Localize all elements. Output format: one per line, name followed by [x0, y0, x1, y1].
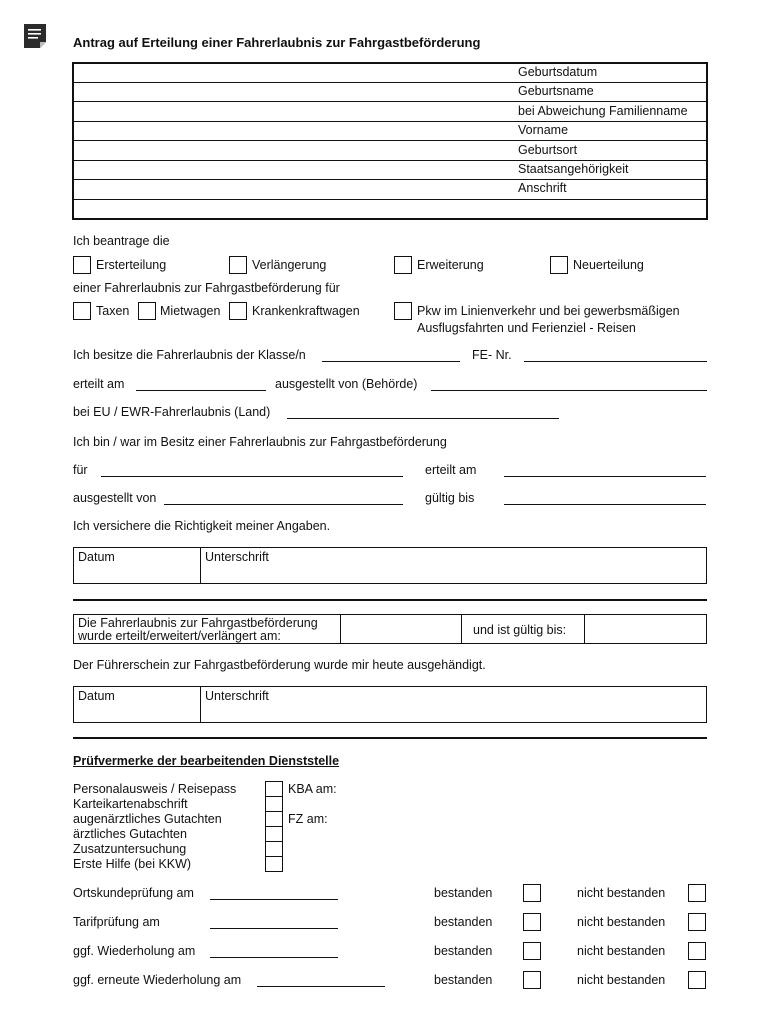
label-krankenkraftwagen: Krankenkraftwagen: [252, 304, 360, 318]
granted-line-1: Die Fahrerlaubnis zur Fahrgastbeförderung: [78, 616, 318, 630]
field-vorname[interactable]: Vorname: [518, 123, 569, 137]
signature-box-2: [73, 686, 707, 723]
previous-license-label: Ich bin / war im Besitz einer Fahrerlaubnis zur Fahrgastbeförderung: [73, 435, 447, 449]
signature-box-1: [73, 547, 707, 584]
prev-valid-until-label: gültig bis: [425, 491, 475, 505]
document-icon: [24, 24, 46, 48]
checkbox-mietwagen[interactable]: [138, 302, 156, 320]
label-verlaengerung: Verlängerung: [252, 258, 327, 272]
exam-row-3-passed: bestanden: [434, 944, 493, 958]
exam-row-4-failed-checkbox[interactable]: [688, 971, 706, 989]
eu-license-input[interactable]: [287, 418, 559, 419]
prev-issued-on-input[interactable]: [504, 476, 706, 477]
checkbox-verlaengerung[interactable]: [229, 256, 247, 274]
checkbox-erweiterung[interactable]: [394, 256, 412, 274]
exam-row-4-failed: nicht bestanden: [577, 973, 666, 987]
check-item-2: Karteikartenabschrift: [73, 797, 188, 811]
sign1-signature-label: Unterschrift: [205, 550, 269, 564]
exam-row-3-input[interactable]: [210, 957, 338, 958]
exam-row-1-input[interactable]: [210, 899, 338, 900]
granted-box: [73, 614, 707, 644]
checkbox-aerztlich[interactable]: [265, 826, 283, 842]
exam-row-4-passed-checkbox[interactable]: [523, 971, 541, 989]
divider-1: [73, 599, 707, 601]
license-class-label: Ich besitze die Fahrerlaubnis der Klasse/n: [73, 348, 306, 362]
issued-on-label: erteilt am: [73, 377, 125, 391]
sign1-date-label: Datum: [78, 550, 115, 564]
exam-row-1-passed: bestanden: [434, 886, 493, 900]
checks-heading: Prüfvermerke der bearbeitenden Dienststelle: [73, 754, 340, 768]
field-staatsangehoerigkeit[interactable]: Staatsangehörigkeit: [518, 162, 629, 176]
prev-for-label: für: [73, 463, 88, 477]
fe-number-label: FE- Nr.: [472, 348, 512, 362]
label-taxen: Taxen: [96, 304, 130, 318]
prev-valid-until-input[interactable]: [504, 504, 706, 505]
field-familienname[interactable]: bei Abweichung Familienname: [518, 104, 688, 118]
exam-row-2-passed-checkbox[interactable]: [523, 913, 541, 931]
exam-row-4-input[interactable]: [257, 986, 385, 987]
request-intro: Ich beantrage die: [73, 234, 170, 248]
eu-license-label: bei EU / EWR-Fahrerlaubnis (Land): [73, 405, 271, 419]
issued-by-input[interactable]: [431, 390, 707, 391]
checkbox-neuerteilung[interactable]: [550, 256, 568, 274]
exam-row-1-passed-checkbox[interactable]: [523, 884, 541, 902]
vehicle-intro: einer Fahrerlaubnis zur Fahrgastbeförderung für: [73, 281, 340, 295]
granted-line-2: wurde erteilt/erweitert/verlängert am:: [78, 629, 281, 643]
label-mietwagen: Mietwagen: [160, 304, 221, 318]
exam-row-2-failed: nicht bestanden: [577, 915, 666, 929]
issued-on-input[interactable]: [136, 390, 266, 391]
exam-row-2-label: Tarifprüfung am: [73, 915, 160, 929]
prev-issued-by-label: ausgestellt von: [73, 491, 157, 505]
sign2-signature-label: Unterschrift: [205, 689, 269, 703]
exam-row-2-input[interactable]: [210, 928, 338, 929]
label-pkw-line1: Pkw im Linienverkehr und bei gewerbsmäßigen: [417, 304, 680, 318]
checkbox-krankenkraftwagen[interactable]: [229, 302, 247, 320]
page-title: Antrag auf Erteilung einer Fahrerlaubnis zur Fahrgastbeförderung: [73, 35, 481, 50]
label-erweiterung: Erweiterung: [417, 258, 484, 272]
field-geburtsname[interactable]: Geburtsname: [518, 84, 594, 98]
exam-row-4-label: ggf. erneute Wiederholung am: [73, 973, 242, 987]
label-pkw-line2: Ausflugsfahrten und Ferienziel - Reisen: [417, 321, 636, 335]
check-item-5: Zusatzuntersuchung: [73, 842, 187, 856]
checkbox-pkw-linienverkehr[interactable]: [394, 302, 412, 320]
exam-row-3-failed-checkbox[interactable]: [688, 942, 706, 960]
field-geburtsort[interactable]: Geburtsort: [518, 143, 578, 157]
exam-row-1-failed-checkbox[interactable]: [688, 884, 706, 902]
exam-row-4-passed: bestanden: [434, 973, 493, 987]
kba-label: KBA am:: [288, 782, 337, 796]
checkbox-karteikarte[interactable]: [265, 796, 283, 812]
checkbox-personalausweis[interactable]: [265, 781, 283, 797]
exam-row-3-passed-checkbox[interactable]: [523, 942, 541, 960]
checkbox-erste-hilfe[interactable]: [265, 856, 283, 872]
exam-row-3-label: ggf. Wiederholung am: [73, 944, 196, 958]
checkbox-ersterteilung[interactable]: [73, 256, 91, 274]
fe-number-input[interactable]: [524, 361, 707, 362]
field-anschrift[interactable]: Anschrift: [518, 181, 567, 195]
handover-text: Der Führerschein zur Fahrgastbeförderung wurde mir heute ausgehändigt.: [73, 658, 486, 672]
exam-row-2-passed: bestanden: [434, 915, 493, 929]
check-item-4: ärztliches Gutachten: [73, 827, 187, 841]
exam-row-1-failed: nicht bestanden: [577, 886, 666, 900]
prev-for-input[interactable]: [101, 476, 403, 477]
issued-by-label: ausgestellt von (Behörde): [275, 377, 418, 391]
fz-label: FZ am:: [288, 812, 328, 826]
checkbox-zusatzuntersuchung[interactable]: [265, 841, 283, 857]
check-item-6: Erste Hilfe (bei KKW): [73, 857, 192, 871]
checkbox-taxen[interactable]: [73, 302, 91, 320]
label-neuerteilung: Neuerteilung: [573, 258, 644, 272]
checkbox-augenaerztlich[interactable]: [265, 811, 283, 827]
prev-issued-by-input[interactable]: [164, 504, 403, 505]
field-geburtsdatum[interactable]: Geburtsdatum: [518, 65, 598, 79]
declaration-text: Ich versichere die Richtigkeit meiner Angaben.: [73, 519, 331, 533]
exam-row-1-label: Ortskundeprüfung am: [73, 886, 194, 900]
exam-row-2-failed-checkbox[interactable]: [688, 913, 706, 931]
label-ersterteilung: Ersterteilung: [96, 258, 167, 272]
check-item-3: augenärztliches Gutachten: [73, 812, 222, 826]
sign2-date-label: Datum: [78, 689, 115, 703]
divider-2: [73, 737, 707, 739]
exam-row-3-failed: nicht bestanden: [577, 944, 666, 958]
license-class-input[interactable]: [322, 361, 460, 362]
check-item-1: Personalausweis / Reisepass: [73, 782, 237, 796]
granted-valid-label: und ist gültig bis:: [473, 623, 567, 637]
prev-issued-on-label: erteilt am: [425, 463, 477, 477]
personal-data-box: [72, 62, 708, 220]
